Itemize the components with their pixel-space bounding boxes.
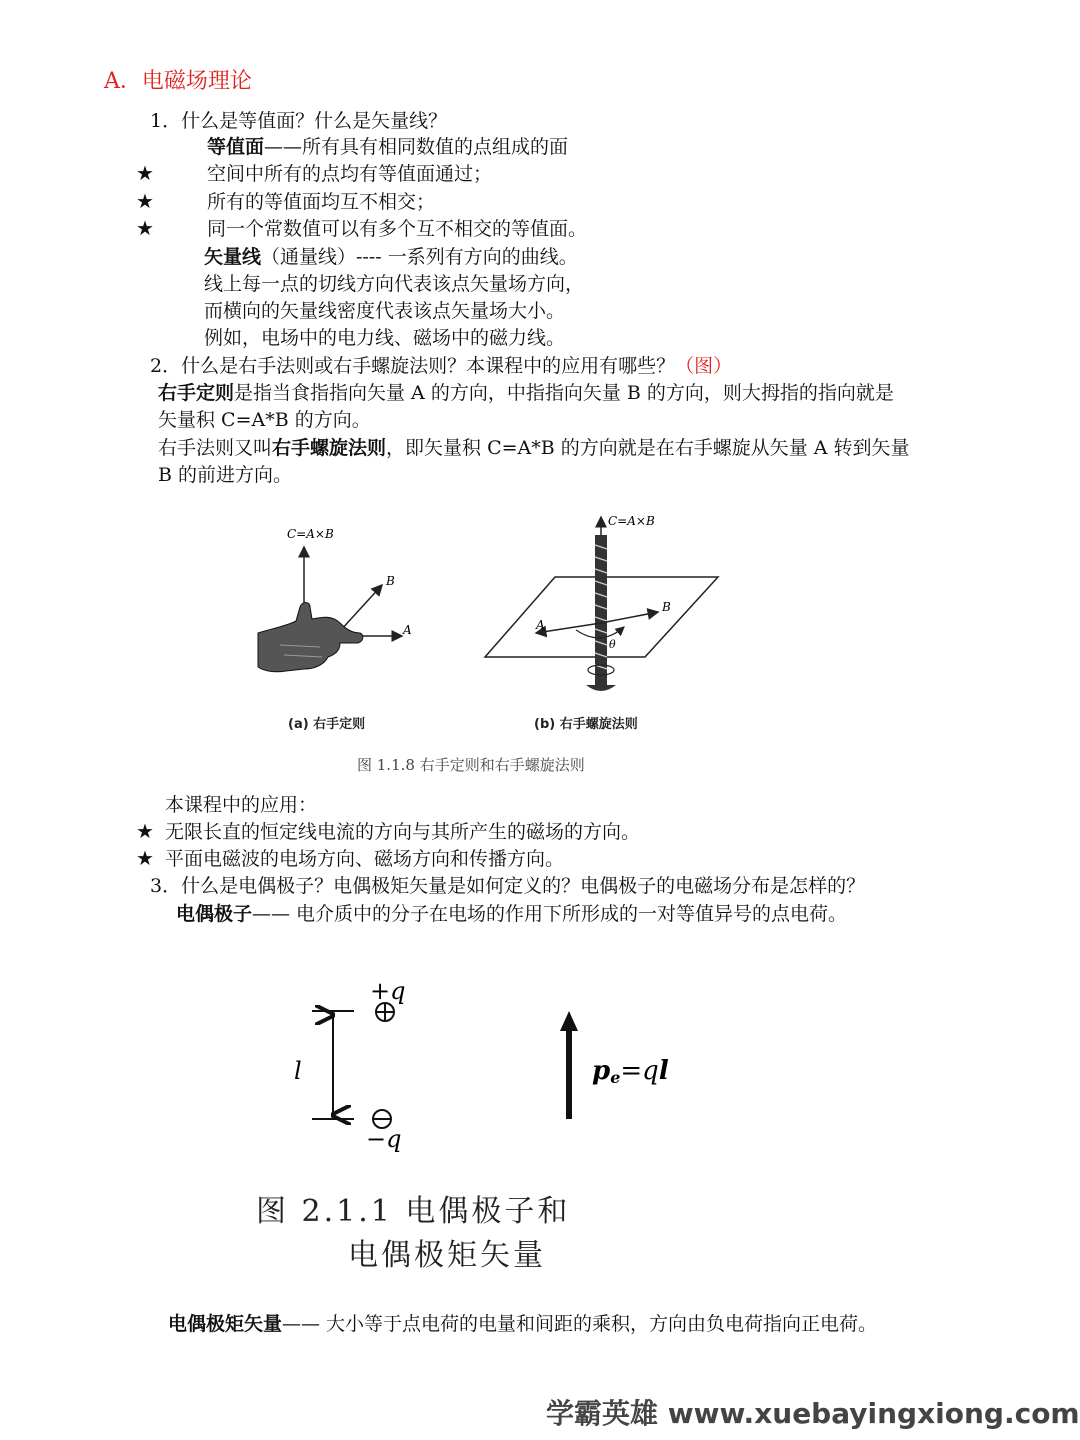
dipole-term: 电偶极子 — [176, 903, 253, 925]
label-c-b: C=A×B — [608, 514, 655, 528]
applications-title: 本课程中的应用： — [165, 794, 318, 816]
dipole-definition — [176, 901, 847, 927]
label-theta: θ — [609, 638, 616, 651]
label-a-b: A — [536, 618, 545, 632]
star-icon: ★ — [136, 161, 154, 185]
isosurface-definition — [207, 134, 568, 160]
vector-line-definition — [204, 244, 578, 270]
screw-diagram — [485, 514, 718, 691]
dipole-caption-line-2: 电偶极矩矢量 — [348, 1238, 546, 1273]
moment-text: —— 大小等于点电荷的电量和间距的乘积，方向由负电荷指向正电荷。 — [282, 1313, 878, 1335]
question-3: 3．什么是电偶极子？电偶极矩矢量是如何定义的？电偶极子的电磁场分布是怎样的？ — [150, 875, 866, 897]
vector-line-term: 矢量线 — [204, 246, 262, 268]
length-label: l — [294, 1057, 302, 1085]
section-heading: A．电磁场理论 — [104, 69, 252, 94]
isosurface-text: ——所有具有相同数值的点组成的面 — [264, 136, 569, 158]
dipole-figure — [270, 975, 730, 1153]
application-2: 平面电磁波的电场方向、磁场方向和传播方向。 — [165, 848, 565, 870]
question-2 — [150, 353, 732, 379]
hand-icon — [258, 603, 363, 672]
screw-rule-prefix: 右手法则又叫 — [158, 437, 273, 459]
right-hand-rule-figure — [240, 505, 740, 735]
right-hand-rule-text: 是指当食指指向矢量 A 的方向，中指指向矢量 B 的方向，则大拇指的指向就是 — [234, 382, 894, 404]
right-hand-rule-line-1 — [158, 380, 894, 406]
negative-charge-label: −q — [366, 1125, 402, 1153]
dipole-text: —— 电介质中的分子在电场的作用下所形成的一对等值异号的点电荷。 — [252, 903, 848, 925]
isosurface-term: 等值面 — [207, 136, 265, 158]
label-b-a: B — [386, 574, 395, 588]
watermark: 学霸英雄 www.xuebayingxiong.com — [546, 1397, 1080, 1430]
question-1: 1．什么是等值面？什么是矢量线？ — [150, 110, 448, 132]
right-hand-rule-line-2: 矢量积 C=A*B 的方向。 — [158, 409, 371, 431]
isosurface-property-3: 同一个常数值可以有多个互不相交的等值面。 — [207, 218, 588, 240]
hand-diagram — [258, 527, 412, 672]
star-icon: ★ — [136, 216, 154, 240]
vector-line-line-3: 例如，电场中的电力线、磁场中的磁力线。 — [204, 327, 566, 349]
question-2-text: 2．什么是右手法则或右手螺旋法则？本课程中的应用有哪些？ — [150, 355, 676, 377]
moment-term: 电偶极矩矢量 — [168, 1313, 283, 1335]
moment-formula: pe=ql — [592, 1056, 669, 1087]
positive-charge-icon — [376, 1003, 394, 1021]
vector-line-line-2: 而横向的矢量线密度代表该点矢量场大小。 — [204, 300, 566, 322]
screw-rule-line-2: B 的前进方向。 — [158, 464, 293, 486]
isosurface-property-2: 所有的等值面均互不相交； — [207, 191, 436, 213]
screw-rule-term: 右手螺旋法则 — [272, 437, 387, 459]
star-icon: ★ — [136, 819, 154, 843]
label-a-a: A — [403, 623, 412, 637]
label-b-b: B — [662, 600, 671, 614]
right-hand-rule-term: 右手定则 — [158, 382, 235, 404]
isosurface-property-1: 空间中所有的点均有等值面通过； — [207, 163, 493, 185]
label-c-a: C=A×B — [287, 527, 334, 541]
figure-reference: （图） — [675, 355, 733, 377]
moment-definition — [168, 1311, 877, 1337]
screw-rule-text: ，即矢量积 C=A*B 的方向就是在右手螺旋从矢量 A 转到矢量 — [386, 437, 910, 459]
dipole-caption-line-1: 图 2.1.1 电偶极子和 — [256, 1194, 571, 1229]
figure-caption: 图 1.1.8 右手定则和右手螺旋法则 — [357, 756, 585, 774]
screw-rule-line-1 — [158, 435, 910, 461]
star-icon: ★ — [136, 846, 154, 870]
vector-line-line-1: 线上每一点的切线方向代表该点矢量场方向， — [204, 273, 585, 295]
vector-line-text: （通量线）---- 一系列有方向的曲线。 — [261, 246, 578, 268]
positive-charge-label: +q — [370, 977, 406, 1005]
star-icon: ★ — [136, 189, 154, 213]
caption-b: (b) 右手螺旋法则 — [534, 717, 638, 732]
application-1: 无限长直的恒定线电流的方向与其所产生的磁场的方向。 — [165, 821, 641, 843]
caption-a: (a) 右手定则 — [288, 717, 366, 732]
